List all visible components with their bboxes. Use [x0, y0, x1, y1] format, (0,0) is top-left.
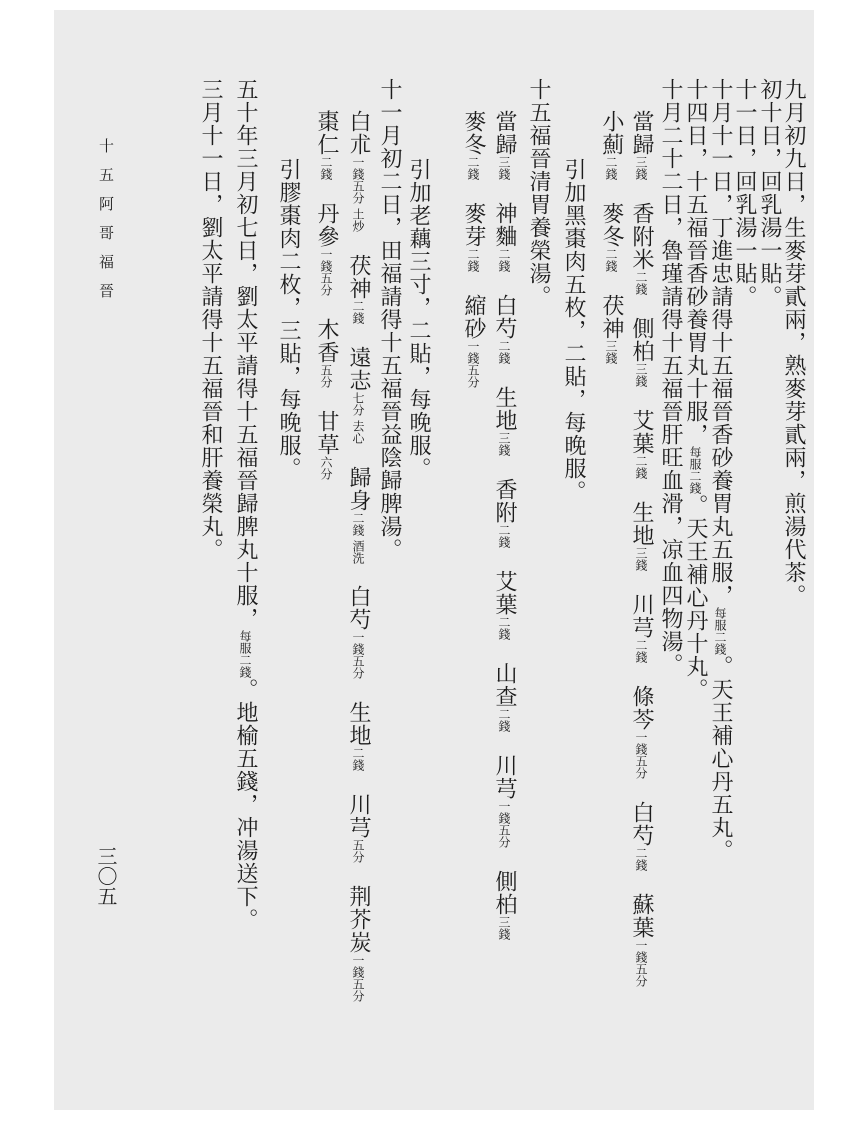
herb-name: 艾葉 — [492, 570, 517, 616]
text-column — [755, 78, 783, 308]
herb-name: 白芍 — [492, 294, 517, 340]
herb-item — [346, 466, 371, 564]
herb-dose: 二錢 — [497, 708, 511, 732]
herb-name: 荆芥炭 — [346, 885, 371, 955]
text-column — [375, 78, 403, 561]
text-column — [656, 78, 684, 676]
herb-item — [461, 202, 486, 272]
herb-dose: 二錢 — [466, 156, 480, 180]
herb-dose: 五分 — [351, 839, 365, 864]
herb-dose: 三錢 — [634, 156, 648, 180]
text-column — [706, 78, 734, 862]
herb-item — [346, 346, 371, 444]
herb-item — [314, 202, 339, 296]
herb-name: 木香 — [314, 318, 339, 364]
herb-dose: 六分 — [319, 456, 333, 480]
herb-dose: 一錢五分 — [634, 939, 648, 987]
herb-dose: 二錢 — [351, 299, 365, 324]
text-column — [597, 110, 625, 364]
herb-name: 棗仁 — [314, 110, 339, 156]
herb-item — [629, 202, 654, 295]
herb-name: 茯神 — [599, 294, 624, 340]
herb-name: 蘇葉 — [629, 893, 654, 939]
herb-name: 茯神 — [346, 253, 371, 300]
herb-dose: 二錢 — [634, 847, 648, 871]
herb-item — [629, 893, 654, 987]
herb-name: 縮砂 — [461, 294, 486, 340]
herb-item — [629, 317, 654, 387]
herb-name: 白朮 — [346, 110, 371, 156]
running-title: 十五阿哥福晉 — [97, 138, 115, 312]
herb-name: 艾葉 — [629, 409, 654, 455]
herb-name: 白芍 — [629, 801, 654, 847]
herb-item — [346, 885, 371, 1002]
herb-name: 生地 — [346, 701, 371, 748]
herb-item — [599, 110, 624, 180]
herb-dose: 二錢 — [497, 616, 511, 640]
text-column — [681, 78, 709, 701]
herb-item — [629, 110, 654, 180]
herb-name: 生地 — [629, 501, 654, 547]
herb-item — [346, 701, 371, 771]
herb-item — [314, 318, 339, 388]
book-page — [54, 10, 814, 1110]
herb-item — [492, 478, 517, 548]
herb-dose: 二錢 — [351, 747, 365, 772]
text-column — [730, 78, 758, 308]
herb-dose: 二錢 — [319, 156, 333, 180]
herb-dose: 一錢五分 土炒 — [351, 156, 365, 232]
herb-name: 香附 — [492, 478, 517, 524]
text-column — [196, 78, 224, 561]
text-column — [627, 110, 655, 987]
entry-text: 三月十一日，劉太平請得十五福晉和肝養榮丸。 — [198, 78, 223, 561]
herb-item — [314, 410, 339, 480]
herb-dose: 二錢 — [634, 271, 648, 295]
dosage-note: 每服二錢 — [238, 630, 252, 678]
herb-dose: 五分 — [319, 364, 333, 388]
herb-name: 條芩 — [629, 685, 654, 731]
herb-dose: 二錢 — [466, 248, 480, 272]
text-column — [231, 78, 259, 931]
herb-item — [346, 585, 371, 679]
text-column — [404, 158, 432, 480]
herb-name: 當歸 — [492, 110, 517, 156]
herb-item — [346, 793, 371, 863]
herb-item — [629, 801, 654, 871]
herb-item — [461, 110, 486, 180]
herb-name: 麥冬 — [599, 202, 624, 248]
herb-dose: 二錢 — [604, 248, 618, 272]
herb-dose: 二錢 — [634, 639, 648, 663]
herb-name: 川芎 — [346, 793, 371, 840]
herb-dose: 二錢 — [634, 455, 648, 479]
herb-item — [629, 593, 654, 663]
herb-dose: 三錢 — [604, 340, 618, 364]
herb-name: 川芎 — [629, 593, 654, 639]
entry-text-continued: 。天王補心丹十丸。 — [683, 494, 708, 701]
entry-text-continued: 。地榆五錢，冲湯送下。 — [233, 678, 258, 931]
herb-item — [492, 294, 517, 364]
dosage-note: 每服二錢 — [713, 607, 727, 655]
herb-item — [492, 870, 517, 940]
herb-dose: 三錢 — [634, 547, 648, 571]
page-number: 三〇五 — [94, 846, 118, 906]
herb-name: 川芎 — [492, 754, 517, 800]
herb-dose: 三錢 — [497, 156, 511, 180]
herb-name: 麥冬 — [461, 110, 486, 156]
herb-name: 遠志 — [346, 345, 371, 392]
herb-name: 側柏 — [629, 317, 654, 363]
herb-item — [346, 110, 371, 232]
herb-dose: 三錢 — [497, 432, 511, 456]
text-column — [312, 110, 340, 480]
herb-dose: 一錢五分 — [497, 800, 511, 848]
entry-text: 五十年三月初七日，劉太平請得十五福晉歸脾丸十服， — [233, 78, 258, 630]
herb-name: 神麯 — [492, 202, 517, 248]
herb-dose: 七分 去心 — [351, 391, 365, 444]
entry-text: 十一月初二日，田福請得十五福晉益陰歸脾湯。 — [377, 78, 402, 561]
herb-name: 歸身 — [346, 465, 371, 512]
herb-dose: 二錢 — [604, 156, 618, 180]
herb-item — [461, 294, 486, 388]
entry-text: 十月二十二日，魯瑾請得十五福晉肝旺血滑，凉血四物湯。 — [658, 78, 683, 676]
herb-item — [629, 501, 654, 571]
herb-name: 生地 — [492, 386, 517, 432]
herb-dose: 三錢 — [634, 363, 648, 387]
herb-dose: 二錢 — [497, 340, 511, 364]
herb-name: 白芍 — [346, 585, 371, 632]
herb-item — [492, 386, 517, 456]
entry-text: 引膠棗肉二枚，三貼，每晚服。 — [276, 158, 301, 480]
herb-dose: 二錢 酒洗 — [351, 511, 365, 564]
herb-item — [492, 570, 517, 640]
herb-item — [492, 202, 517, 272]
text-column — [779, 78, 807, 607]
text-column — [490, 110, 518, 940]
herb-dose: 一錢五分 — [319, 248, 333, 296]
herb-item — [492, 662, 517, 732]
herb-name: 丹參 — [314, 202, 339, 248]
herb-dose: 二錢 — [497, 248, 511, 272]
herb-name: 香附米 — [629, 202, 654, 271]
herb-dose: 三錢 — [497, 916, 511, 940]
entry-text: 初十日，回乳湯一貼。 — [757, 78, 782, 308]
herb-dose: 二錢 — [497, 524, 511, 548]
herb-item — [346, 254, 371, 324]
herb-name: 小薊 — [599, 110, 624, 156]
herb-dose: 一錢五分 — [351, 954, 365, 1003]
entry-text: 十月十一日，丁進忠請得十五福晉香砂養胃丸五服， — [708, 78, 733, 607]
herb-item — [314, 110, 339, 180]
herb-dose: 一錢五分 — [634, 731, 648, 779]
herb-name: 甘草 — [314, 410, 339, 456]
entry-text: 九月初九日，生麥芽貳兩，熟麥芽貳兩，煎湯代茶。 — [781, 78, 806, 607]
entry-text: 十一日，回乳湯一貼。 — [732, 78, 757, 308]
text-column — [274, 158, 302, 480]
herb-item — [629, 685, 654, 779]
entry-text: 引加黑棗肉五枚，二貼，每晚服。 — [561, 158, 586, 503]
herb-item — [492, 110, 517, 180]
entry-text: 十四日，十五福晉香砂養胃丸十服， — [683, 78, 708, 446]
herb-item — [492, 754, 517, 848]
herb-dose: 一錢五分 — [351, 631, 365, 680]
entry-text: 十五福晉清胃養榮湯。 — [526, 78, 551, 308]
herb-name: 麥芽 — [461, 202, 486, 248]
herb-item — [629, 409, 654, 479]
text-column — [524, 78, 552, 308]
herb-item — [599, 202, 624, 272]
entry-text: 引加老藕三寸，二貼，每晚服。 — [406, 158, 431, 480]
herb-name: 當歸 — [629, 110, 654, 156]
dosage-note: 每服二錢 — [688, 446, 702, 494]
herb-item — [599, 294, 624, 364]
text-column — [559, 158, 587, 503]
herb-name: 山查 — [492, 662, 517, 708]
entry-text-continued: 。天王補心丹五丸。 — [708, 655, 733, 862]
text-column — [344, 110, 372, 1002]
herb-dose: 一錢五分 — [466, 340, 480, 388]
herb-name: 側柏 — [492, 870, 517, 916]
text-column — [459, 110, 487, 388]
